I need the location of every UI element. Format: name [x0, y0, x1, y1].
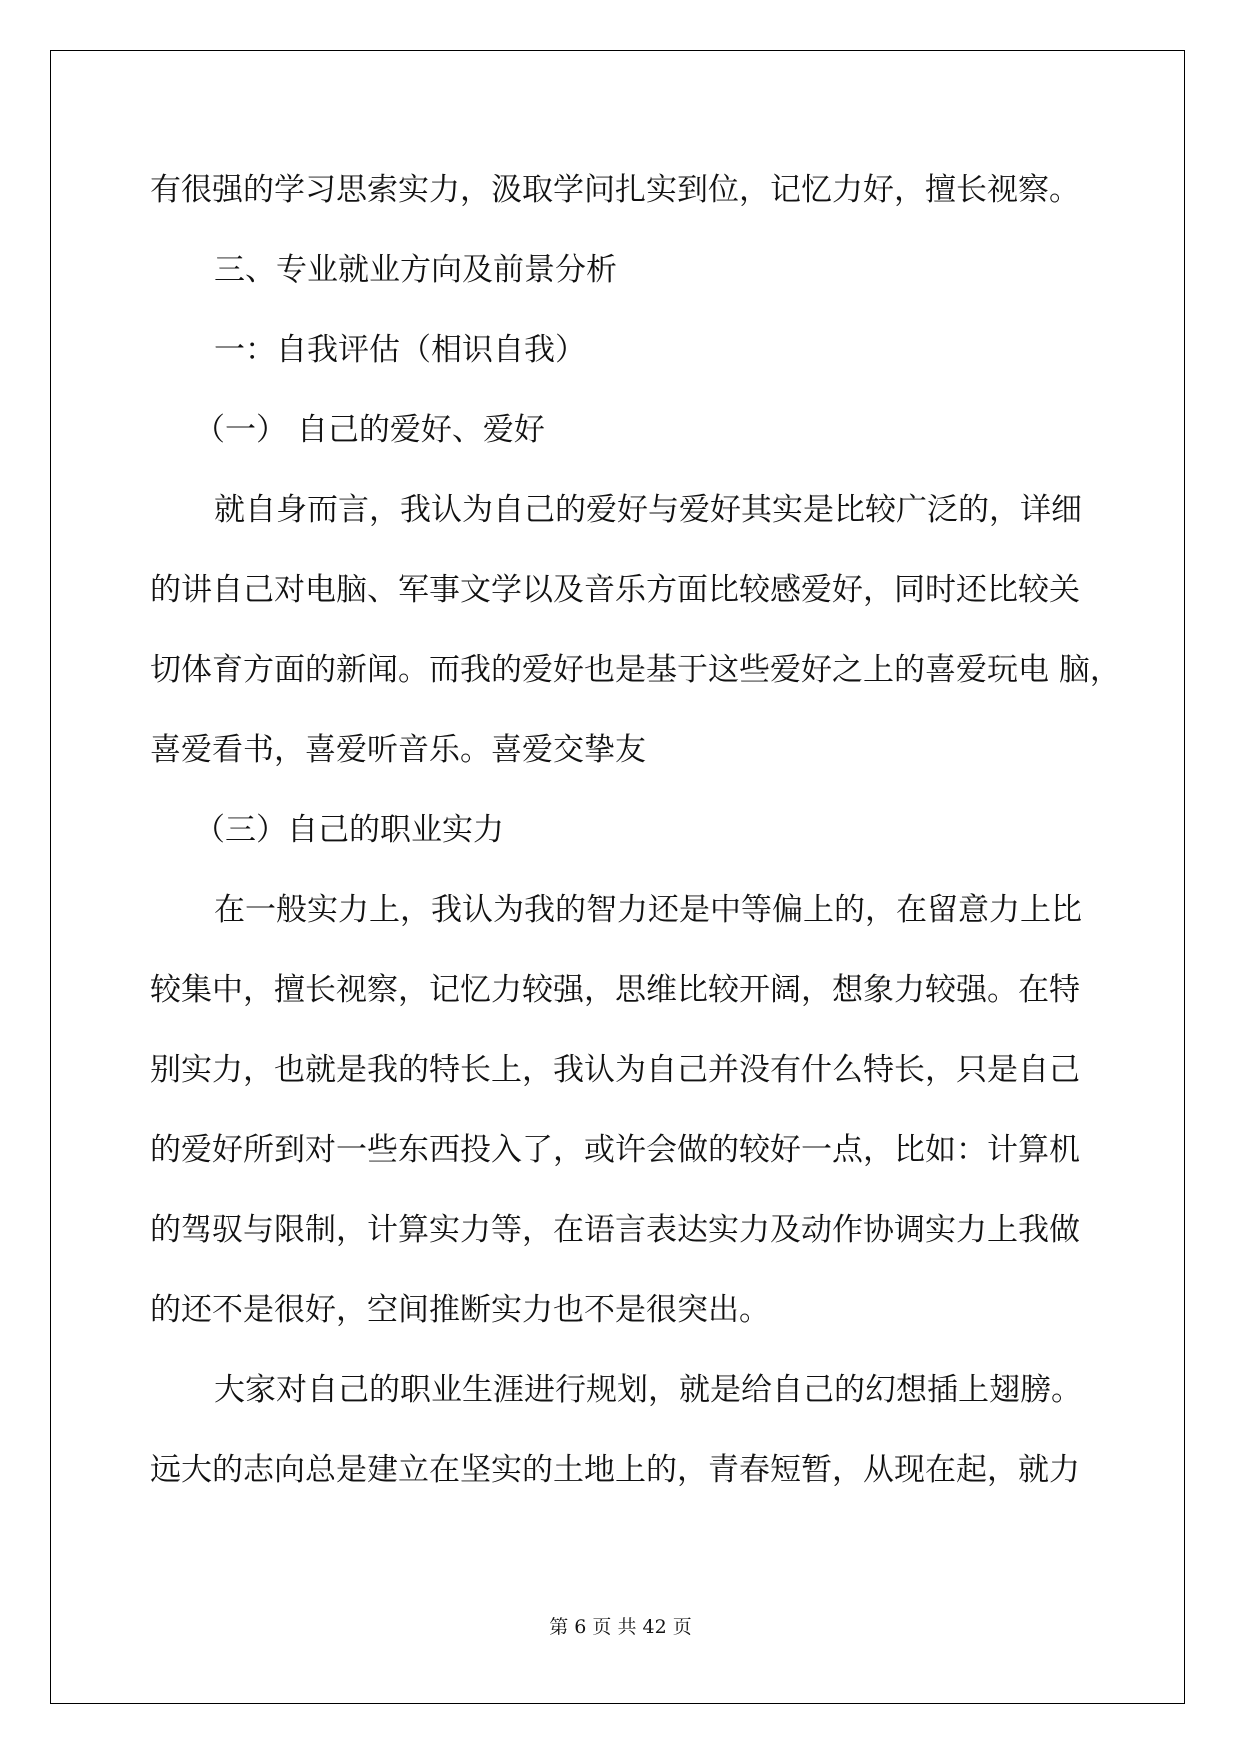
section-heading: 三、专业就业方向及前景分析 [214, 252, 617, 288]
paragraph-line: 在一般实力上，我认为我的智力还是中等偏上的，在留意力上比 [214, 892, 1082, 928]
paragraph-line: 的还不是很好，空间推断实力也不是很突出。 [150, 1292, 770, 1328]
subsection-heading: （三）自己的职业实力 [194, 812, 504, 848]
paragraph-line: 有很强的学习思索实力，汲取学问扎实到位，记忆力好，擅长视察。 [150, 172, 1080, 208]
subsection-heading: （一） 自己的爱好、爱好 [194, 412, 545, 448]
paragraph-line: 的讲自己对电脑、军事文学以及音乐方面比较感爱好，同时还比较关 [150, 572, 1080, 608]
paragraph-line: 的爱好所到对一些东西投入了，或许会做的较好一点，比如：计算机 [150, 1132, 1080, 1168]
paragraph-line: 的驾驭与限制，计算实力等，在语言表达实力及动作协调实力上我做 [150, 1212, 1080, 1248]
section-heading: 一：自我评估（相识自我） [214, 332, 586, 368]
paragraph-line: 切体育方面的新闻。而我的爱好也是基于这些爱好之上的喜爱玩电 脑， [150, 652, 1121, 688]
page-footer: 第 6 页 共 42 页 [549, 1616, 692, 1638]
paragraph-line: 远大的志向总是建立在坚实的土地上的，青春短暂，从现在起，就力 [150, 1452, 1080, 1488]
paragraph-line: 大家对自己的职业生涯进行规划，就是给自己的幻想插上翅膀。 [214, 1372, 1082, 1408]
paragraph-line: 喜爱看书，喜爱听音乐。喜爱交挚友 [150, 732, 646, 768]
paragraph-line: 较集中，擅长视察，记忆力较强，思维比较开阔，想象力较强。在特 [150, 972, 1080, 1008]
paragraph-line: 别实力，也就是我的特长上，我认为自己并没有什么特长，只是自己 [150, 1052, 1080, 1088]
paragraph-line: 就自身而言，我认为自己的爱好与爱好其实是比较广泛的，详细 [214, 492, 1082, 528]
